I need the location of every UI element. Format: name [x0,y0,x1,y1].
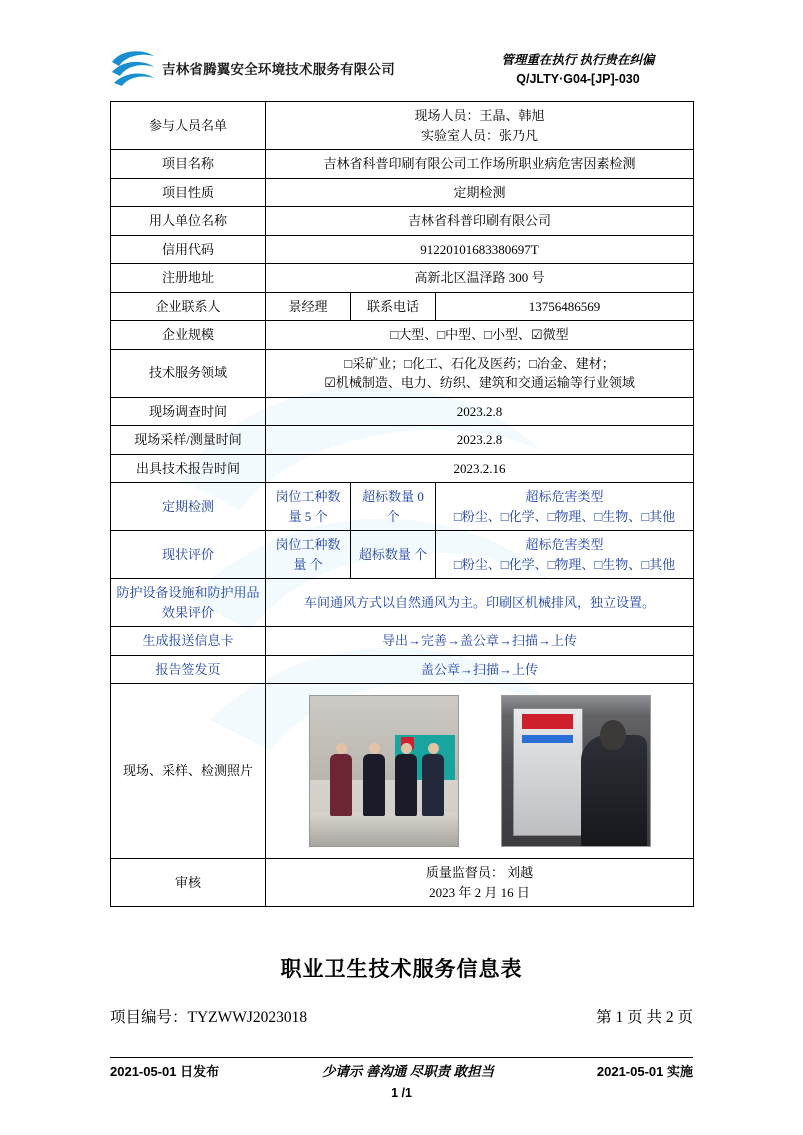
project-name-value: 吉林省科普印刷有限公司工作场所职业病危害因素检测 [266,150,694,179]
table-row [111,454,694,483]
contact-label: 企业联系人 [111,292,266,321]
service-field-line1: □采矿业；□化工、石化及医药；□冶金、建材； [344,355,615,371]
site-photo-equipment [501,695,651,847]
review-date: 2023 年 2 月 16 日 [429,884,530,900]
project-number-block [110,1005,307,1027]
status-eval-posts: 岗位工种数量 个 [266,531,351,579]
company-logo-block [110,48,395,88]
table-row [111,579,694,627]
document-header [110,48,693,96]
credit-code-label: 信用代码 [111,235,266,264]
participants-line1: 现场人员：王晶、韩旭 [414,108,545,123]
table-row [111,207,694,236]
issue-date: 2021-05-01 日发布 [110,1063,220,1079]
review-supervisor: 质量监督员： 刘越 [425,865,534,880]
survey-time-label: 现场调查时间 [111,397,266,426]
reg-address-label: 注册地址 [111,264,266,293]
protection-eval-label: 防护设备设施和防护用品效果评价 [111,579,266,627]
review-label: 审核 [111,859,266,907]
service-field-label: 技术服务领域 [111,349,266,397]
footer-slogan: 少请示 善沟通 尽职责 敢担当 [321,1064,495,1079]
status-eval-exceed: 超标数量 个 [351,531,436,579]
credit-code-value: 91220101683380697T [266,235,694,264]
table-row [111,321,694,350]
table-row [111,178,694,207]
info-table [110,101,694,907]
table-row [111,426,694,455]
project-type-value: 定期检测 [266,178,694,207]
page-number: 1 /1 [391,1086,412,1100]
project-number-value: TYZWWJ2023018 [187,1009,308,1026]
service-field-line2: ☑机械制造、电力、纺织、建筑和交通运输等行业领域 [324,375,635,390]
project-number-row [110,1005,693,1027]
periodic-test-hazard-options: □粉尘、□化学、□物理、□生物、□其他 [453,508,676,524]
service-field-options [266,349,694,397]
participants-line2: 实验室人员：张乃凡 [421,127,539,143]
enterprise-scale-label: 企业规模 [111,321,266,350]
photos-cell [266,684,694,859]
participants-value [266,102,694,150]
table-row [111,102,694,150]
periodic-test-hazard [436,483,694,531]
wave-swirl-logo-icon [110,48,156,88]
table-row [111,397,694,426]
employer-name-label: 用人单位名称 [111,207,266,236]
employer-name-value: 吉林省科普印刷有限公司 [266,207,694,236]
header-right-block [463,50,693,86]
participants-label: 参与人员名单 [111,102,266,150]
table-row [111,627,694,656]
status-eval-hazard [436,531,694,579]
table-row [111,349,694,397]
photos-label: 现场、采样、检测照片 [111,684,266,859]
info-card-value: 导出→完善→盖公章→扫描→上传 [266,627,694,656]
table-row [111,859,694,907]
document-footer [110,1060,693,1080]
sampling-time-value: 2023.2.8 [266,426,694,455]
company-name: 吉林省腾翼安全环境技术服务有限公司 [162,62,395,77]
document-title: 职业卫生技术服务信息表 [280,957,523,981]
report-time-label: 出具技术报告时间 [111,454,266,483]
project-type-label: 项目性质 [111,178,266,207]
contact-name: 景经理 [266,292,351,321]
table-row [111,264,694,293]
table-row [111,684,694,859]
project-name-label: 项目名称 [111,150,266,179]
document-code: Q/JLTY·G04-[JP]-030 [516,72,640,86]
survey-time-value: 2023.2.8 [266,397,694,426]
periodic-test-hazard-title: 超标危害类型 [525,489,604,504]
report-sign-page-label: 报告签发页 [111,655,266,684]
page-count-label: 第 1 页 共 2 页 [596,1009,693,1026]
project-number-label: 项目编号： [110,1009,188,1026]
header-slogan: 管理重在执行 执行贵在纠偏 [501,53,655,67]
table-row [111,483,694,531]
report-time-value: 2023.2.16 [266,454,694,483]
enterprise-scale-options: □大型、□中型、□小型、☑微型 [266,321,694,350]
table-row [111,235,694,264]
status-eval-label: 现状评价 [111,531,266,579]
review-value [266,859,694,907]
status-eval-hazard-title: 超标危害类型 [525,537,604,552]
status-eval-hazard-options: □粉尘、□化学、□物理、□生物、□其他 [453,556,676,572]
periodic-test-posts: 岗位工种数量 5 个 [266,483,351,531]
table-row [111,292,694,321]
contact-phone-label: 联系电话 [351,292,436,321]
sampling-time-label: 现场采样/测量时间 [111,426,266,455]
periodic-test-label: 定期检测 [111,483,266,531]
periodic-test-exceed: 超标数量 0 个 [351,483,436,531]
contact-phone: 13756486569 [436,292,694,321]
table-row [111,531,694,579]
effective-date: 2021-05-01 实施 [596,1063,693,1079]
reg-address-value: 高新北区温泽路 300 号 [266,264,694,293]
footer-divider [110,1057,693,1058]
report-sign-page-value: 盖公章→扫描→上传 [266,655,694,684]
site-photo-people [309,695,459,847]
info-card-label: 生成报送信息卡 [111,627,266,656]
protection-eval-value: 车间通风方式以自然通风为主。印刷区机械排风，独立设置。 [266,579,694,627]
table-row [111,655,694,684]
table-row [111,150,694,179]
